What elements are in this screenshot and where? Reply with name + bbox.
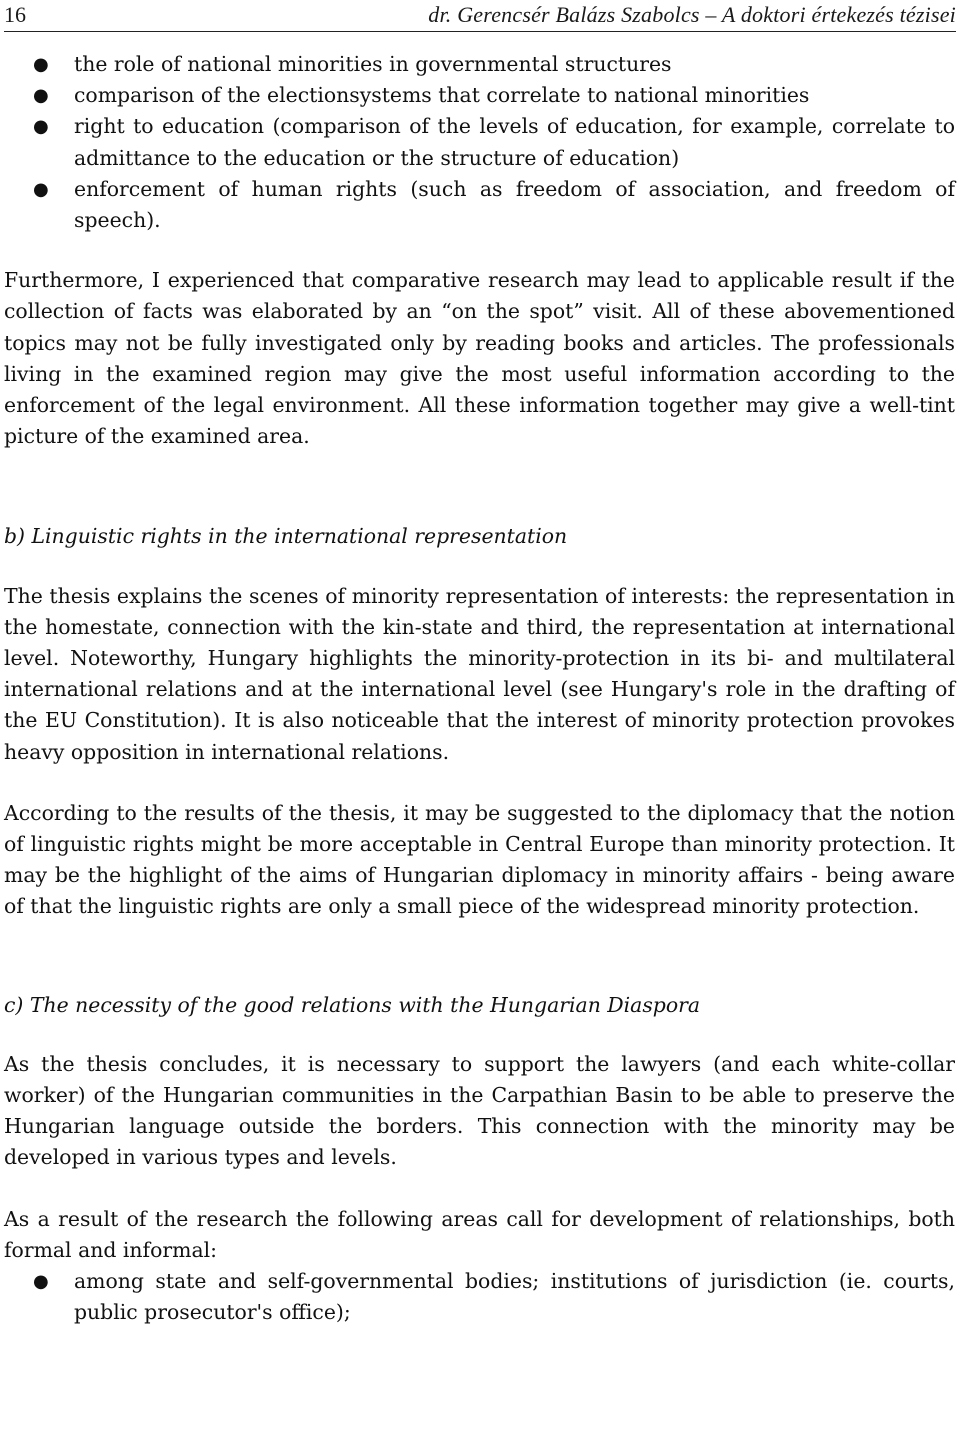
list-item: ● right to education (comparison of the levels of education, for example, correlate to admittance to the education or the structure of education) [4,111,955,173]
paragraph: According to the results of the thesis, it may be suggested to the diplomacy that the notion of linguistic rights might be more acceptable in Central Europe than minority protection. It may be the highlight of the aims of Hungarian diplomacy in minority affairs - being aware of that the linguistic rights are only a small piece of the widespread minority protection. [4,800,955,919]
list-item: ● enforcement of human rights (such as freedom of association, and freedom of speech). [4,174,955,236]
bullet-icon: ● [33,116,49,138]
list-item: ● among state and self-governmental bodies; institutions of jurisdiction (ie. courts, public prosecutor's office); [4,1266,955,1328]
paragraph: Furthermore, I experienced that comparative research may lead to applicable result if the collection of facts was elaborated by an “on the spot” visit. All of these abovementioned topics may not be fully investigated only by reading books and articles. The professionals living in the examined region may give the most useful information according to the enforcement of the legal environment. All these information together may give a well-tint picture of the examined area. [4,268,955,449]
list-item: ● comparison of the electionsystems that correlate to national minorities [4,80,955,111]
section-heading: c) The necessity of the good relations with the Hungarian Diaspora [4,992,701,1017]
running-title: dr. Gerencsér Balázs Szabolcs – A doktori értekezés tézisei [428,2,956,27]
paragraph: As the thesis concludes, it is necessary to support the lawyers (and each white-collar worker) of the Hungarian communities in the Carpathian Basin to be able to preserve the Hungarian language outside the borders. This connection with the minority may be developed in various types and levels. [4,1051,955,1170]
bullet-list-relationships [4,1266,955,1328]
bullet-icon: ● [33,178,49,200]
page-number: 16 [4,2,26,27]
page-body [4,49,955,1329]
page-header [4,2,956,28]
section-heading: b) Linguistic rights in the international representation [4,524,568,549]
paragraph: As a result of the research the following areas call for development of relationships, both formal and informal: [4,1206,955,1262]
bullet-icon: ● [33,85,49,107]
header-rule [4,31,956,32]
paragraph: The thesis explains the scenes of minority representation of interests: the representation in the homestate, connection with the kin-state and third, the representation at international level. Noteworthy, Hungary highlights the minority-protection in its bi- and multilateral international relations and at the international level (see Hungary's role in the drafting of the EU Constitution). It is also noticeable that the interest of minority protection provokes heavy opposition in international relations. [4,583,955,764]
list-item: ● the role of national minorities in governmental structures [4,49,955,80]
bullet-icon: ● [33,1271,49,1293]
bullet-list-topics [4,49,955,236]
bullet-icon: ● [33,54,49,75]
